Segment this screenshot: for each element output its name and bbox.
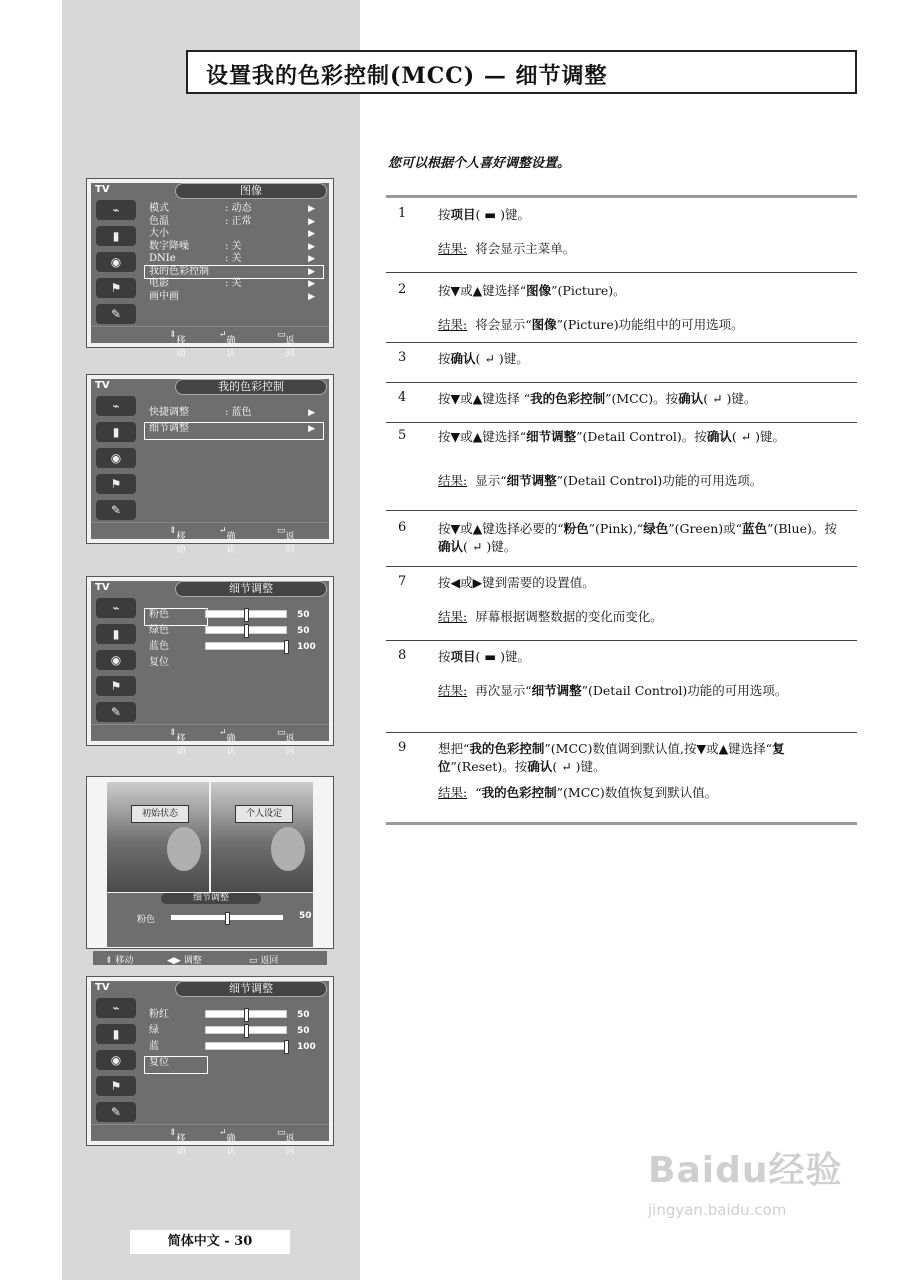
osd-row-label: 蓝色 bbox=[149, 641, 169, 652]
step-number: 7 bbox=[398, 574, 407, 589]
confirm-hint: ↵ 确认 bbox=[219, 728, 236, 757]
osd-row[interactable] bbox=[145, 278, 323, 291]
sound-icon: ◉ bbox=[96, 252, 136, 272]
osd-row-value: : 关 bbox=[225, 253, 242, 264]
sound-icon: ◉ bbox=[96, 448, 136, 468]
osd-slider-row[interactable] bbox=[145, 641, 323, 657]
osd-row-value: : 关 bbox=[225, 240, 242, 252]
tv-label: TV bbox=[95, 982, 110, 993]
divider bbox=[386, 510, 857, 511]
osd-row[interactable] bbox=[145, 228, 323, 241]
osd-slider-row[interactable] bbox=[145, 1041, 323, 1057]
step-item bbox=[386, 520, 857, 564]
step-number: 4 bbox=[398, 390, 407, 405]
osd-row-label: 复位 bbox=[149, 1057, 169, 1068]
step-number: 6 bbox=[398, 520, 407, 535]
osd-icon-column bbox=[93, 200, 139, 332]
osd-footer bbox=[91, 326, 329, 359]
antenna-icon: ⌁ bbox=[96, 200, 136, 220]
osd-row[interactable] bbox=[145, 253, 323, 266]
osd-rows bbox=[145, 609, 323, 673]
tv-label: TV bbox=[95, 582, 110, 593]
osd-footer bbox=[91, 724, 329, 757]
setup-icon: ✎ bbox=[96, 304, 136, 324]
divider bbox=[386, 566, 857, 567]
watermark-brand: Baidu经验 bbox=[648, 1150, 843, 1191]
step-result bbox=[438, 472, 838, 490]
result-text: 将会显示主菜单。 bbox=[475, 241, 576, 256]
osd-row-label: 绿 bbox=[149, 1025, 159, 1036]
back-hint: ▭ 返回 bbox=[249, 956, 279, 966]
result-label: 结果: bbox=[438, 241, 468, 256]
osd-slider-row[interactable] bbox=[145, 1009, 323, 1025]
move-hint: ⇕ 移动 bbox=[169, 1128, 186, 1157]
result-label: 结果: bbox=[438, 609, 468, 624]
before-label: 初始状态 bbox=[131, 805, 189, 823]
step-text: 按确认( ↵ )键。 bbox=[438, 351, 529, 366]
step-number: 3 bbox=[398, 350, 407, 365]
setup-icon: ✎ bbox=[96, 1102, 136, 1122]
chevron-right-icon: ▶ bbox=[308, 291, 315, 302]
step-number: 8 bbox=[398, 648, 407, 663]
osd-header: 图像 bbox=[175, 183, 327, 199]
preview-value: 50 bbox=[299, 911, 312, 921]
osd-slider-row[interactable] bbox=[145, 1057, 207, 1073]
osd-row[interactable] bbox=[145, 241, 323, 254]
channel-icon: ⚑ bbox=[96, 278, 136, 298]
osd-rows bbox=[145, 1009, 323, 1073]
osd-icon-column bbox=[93, 396, 139, 528]
step-result bbox=[438, 682, 838, 700]
channel-icon: ⚑ bbox=[96, 1076, 136, 1096]
slider-value: 50 bbox=[297, 626, 310, 636]
osd-row-label: 我的色彩控制 bbox=[149, 265, 209, 277]
picture-icon: ▮ bbox=[96, 1024, 136, 1044]
osd-header: 我的色彩控制 bbox=[175, 379, 327, 395]
picture-icon: ▮ bbox=[96, 422, 136, 442]
osd-slider-row[interactable] bbox=[145, 657, 323, 673]
osd-icon-column bbox=[93, 598, 139, 730]
osd-picture-menu bbox=[86, 178, 334, 359]
chevron-right-icon: ▶ bbox=[308, 424, 315, 434]
back-hint: ▭ 返回 bbox=[277, 1128, 295, 1157]
step-item bbox=[386, 282, 857, 340]
watermark bbox=[648, 1142, 848, 1252]
divider bbox=[386, 822, 857, 825]
step-number: 1 bbox=[398, 206, 407, 221]
move-hint: ⇕ 移动 bbox=[169, 526, 186, 555]
tv-label: TV bbox=[95, 380, 110, 391]
osd-row-label: 画中画 bbox=[149, 290, 179, 302]
move-hint: ⇕ 移动 bbox=[169, 330, 186, 359]
move-hint: ⇕ 移动 bbox=[105, 956, 134, 966]
slider-track[interactable] bbox=[205, 1010, 287, 1018]
slider-value: 100 bbox=[297, 1042, 316, 1052]
osd-row[interactable] bbox=[145, 203, 323, 216]
result-label: 结果: bbox=[438, 785, 468, 800]
divider bbox=[386, 272, 857, 273]
result-text: 屏幕根据调整数据的变化而变化。 bbox=[475, 609, 663, 624]
confirm-hint: ↵ 确认 bbox=[219, 330, 236, 359]
back-hint: ▭ 返回 bbox=[277, 728, 295, 757]
slider-knob[interactable] bbox=[284, 1040, 289, 1054]
divider bbox=[386, 342, 857, 343]
step-text: 按▼或▲键选择必要的“粉色”(Pink),“绿色”(Green)或“蓝色”(Blue)。按确认( ↵ )键。 bbox=[438, 521, 837, 554]
osd-row-label: 大小 bbox=[149, 228, 169, 239]
setup-icon: ✎ bbox=[96, 702, 136, 722]
osd-row-label: 电影 bbox=[149, 278, 169, 289]
portrait-before bbox=[167, 827, 201, 871]
step-item bbox=[386, 648, 857, 730]
osd-row-label: 复位 bbox=[149, 657, 169, 668]
result-text: 显示“细节调整”(Detail Control)功能的可用选项。 bbox=[475, 473, 763, 488]
slider-value: 50 bbox=[297, 1026, 310, 1036]
osd-row[interactable] bbox=[145, 216, 323, 229]
picture-icon: ▮ bbox=[96, 624, 136, 644]
osd-row-label: 蓝 bbox=[149, 1041, 159, 1052]
divider bbox=[386, 195, 857, 198]
slider-track[interactable] bbox=[205, 1042, 287, 1050]
adjust-hint: ◀▶ 调整 bbox=[167, 956, 202, 966]
chevron-right-icon: ▶ bbox=[308, 254, 315, 264]
page-footer bbox=[130, 1230, 290, 1254]
confirm-hint: ↵ 确认 bbox=[219, 1128, 236, 1157]
osd-row-label: 粉红 bbox=[149, 1009, 169, 1020]
step-text: 按项目( ▬ )键。 bbox=[438, 207, 531, 222]
osd-row-label: 粉色 bbox=[149, 609, 169, 620]
osd-rows bbox=[145, 203, 323, 303]
osd-row-value: : 关 bbox=[225, 278, 242, 289]
slider-track[interactable] bbox=[205, 610, 287, 618]
portrait-after bbox=[271, 827, 305, 871]
step-item bbox=[386, 574, 857, 638]
step-text: 按▼或▲键选择“图像”(Picture)。 bbox=[438, 283, 626, 298]
osd-row[interactable] bbox=[145, 407, 323, 423]
osd-footer bbox=[91, 522, 329, 555]
osd-row-label: DNIe bbox=[149, 253, 176, 264]
divider bbox=[386, 640, 857, 641]
osd-row-value: : 正常 bbox=[225, 215, 252, 227]
picture-icon: ▮ bbox=[96, 226, 136, 246]
chevron-right-icon: ▶ bbox=[308, 204, 315, 214]
step-item bbox=[386, 390, 857, 420]
step-item bbox=[386, 740, 857, 820]
osd-row[interactable] bbox=[145, 423, 323, 439]
chevron-right-icon: ▶ bbox=[308, 241, 315, 252]
channel-icon: ⚑ bbox=[96, 676, 136, 696]
slider-value: 50 bbox=[297, 1010, 310, 1020]
preview-comparison bbox=[86, 776, 334, 966]
slider-knob[interactable] bbox=[284, 640, 289, 654]
slider-track[interactable] bbox=[205, 642, 287, 650]
setup-icon: ✎ bbox=[96, 500, 136, 520]
preview-panel-header: 细节调整 bbox=[161, 893, 261, 904]
watermark-url: jingyan.baidu.com bbox=[648, 1201, 787, 1219]
osd-row-label: 快捷调整 bbox=[149, 407, 189, 418]
osd-slider-row[interactable] bbox=[145, 609, 310, 625]
preview-footer bbox=[93, 951, 327, 965]
preview-item: 粉色 bbox=[137, 915, 156, 925]
sound-icon: ◉ bbox=[96, 650, 136, 670]
slider-value: 50 bbox=[297, 610, 310, 620]
osd-screen bbox=[91, 581, 329, 757]
step-text: 按▼或▲键选择 “我的色彩控制”(MCC)。按确认( ↵ )键。 bbox=[438, 391, 757, 406]
preview-slider-track bbox=[171, 915, 283, 920]
osd-footer bbox=[91, 1124, 329, 1157]
osd-slider-row[interactable] bbox=[145, 625, 323, 641]
preview-panel bbox=[105, 893, 313, 966]
antenna-icon: ⌁ bbox=[96, 998, 136, 1018]
back-hint: ▭ 返回 bbox=[277, 526, 295, 555]
osd-header: 细节调整 bbox=[175, 581, 327, 597]
osd-row-value: : 动态 bbox=[225, 203, 252, 214]
divider bbox=[386, 422, 857, 423]
result-label: 结果: bbox=[438, 683, 468, 698]
step-number: 9 bbox=[398, 740, 407, 755]
chevron-right-icon: ▶ bbox=[308, 216, 315, 227]
osd-mcc-menu bbox=[86, 374, 334, 555]
osd-detail-menu bbox=[86, 576, 334, 757]
step-number: 2 bbox=[398, 282, 407, 297]
after-label: 个人设定 bbox=[235, 805, 293, 823]
osd-screen bbox=[91, 183, 329, 359]
step-text: 想把“我的色彩控制”(MCC)数值调到默认值,按▼或▲键选择“复位”(Reset)。按确认( ↵ )键。 bbox=[438, 741, 785, 774]
chevron-right-icon: ▶ bbox=[308, 279, 315, 289]
divider bbox=[386, 382, 857, 383]
intro-text: 您可以根据个人喜好调整设置。 bbox=[388, 156, 571, 171]
osd-slider-row[interactable] bbox=[145, 1025, 323, 1041]
osd-reset-menu bbox=[86, 976, 334, 1157]
page-title-box bbox=[186, 50, 857, 94]
step-result bbox=[438, 240, 838, 258]
result-text: 将会显示“图像”(Picture)功能组中的可用选项。 bbox=[475, 317, 744, 332]
osd-row-label: 绿色 bbox=[149, 625, 169, 636]
antenna-icon: ⌁ bbox=[96, 396, 136, 416]
slider-knob[interactable] bbox=[244, 608, 249, 622]
channel-icon: ⚑ bbox=[96, 474, 136, 494]
page-number: 简体中文 - 30 bbox=[167, 1234, 253, 1249]
osd-row-label: 模式 bbox=[149, 203, 169, 214]
osd-row-value: : 蓝色 bbox=[225, 407, 252, 418]
page-title: 设置我的色彩控制(MCC) — 细节调整 bbox=[206, 63, 608, 89]
step-text: 按◀或▶键到需要的设置值。 bbox=[438, 575, 595, 590]
antenna-icon: ⌁ bbox=[96, 598, 136, 618]
osd-icon-column bbox=[93, 998, 139, 1130]
slider-knob[interactable] bbox=[244, 1008, 249, 1022]
osd-screen bbox=[91, 379, 329, 555]
osd-header: 细节调整 bbox=[175, 981, 327, 997]
preview-slider-knob bbox=[225, 912, 230, 925]
step-text: 按项目( ▬ )键。 bbox=[438, 649, 531, 664]
divider bbox=[386, 732, 857, 733]
sound-icon: ◉ bbox=[96, 1050, 136, 1070]
step-item bbox=[386, 206, 857, 270]
osd-row-label: 数字降噪 bbox=[149, 240, 189, 252]
step-item bbox=[386, 428, 857, 508]
osd-row-label: 色温 bbox=[149, 215, 169, 227]
step-item bbox=[386, 350, 857, 380]
chevron-right-icon: ▶ bbox=[308, 229, 315, 239]
slider-value: 100 bbox=[297, 642, 316, 652]
slider-knob[interactable] bbox=[244, 1024, 249, 1038]
osd-screen bbox=[91, 981, 329, 1157]
slider-knob[interactable] bbox=[244, 624, 249, 638]
result-label: 结果: bbox=[438, 317, 468, 332]
step-result bbox=[438, 316, 838, 334]
back-hint: ▭ 返回 bbox=[277, 330, 295, 359]
result-text: 再次显示“细节调整”(Detail Control)功能的可用选项。 bbox=[475, 683, 788, 698]
result-text: “我的色彩控制”(MCC)数值恢复到默认值。 bbox=[475, 785, 718, 800]
step-result bbox=[438, 608, 838, 626]
confirm-hint: ↵ 确认 bbox=[219, 526, 236, 555]
step-text: 按▼或▲键选择“细节调整”(Detail Control)。按确认( ↵ )键。 bbox=[438, 429, 786, 444]
chevron-right-icon: ▶ bbox=[308, 408, 315, 418]
osd-row[interactable] bbox=[145, 291, 323, 304]
move-hint: ⇕ 移动 bbox=[169, 728, 186, 757]
result-label: 结果: bbox=[438, 473, 468, 488]
osd-row[interactable] bbox=[145, 266, 323, 279]
osd-row-label: 细节调整 bbox=[149, 423, 189, 434]
step-result bbox=[438, 784, 838, 802]
chevron-right-icon: ▶ bbox=[308, 266, 315, 277]
slider-track[interactable] bbox=[205, 1026, 287, 1034]
step-number: 5 bbox=[398, 428, 407, 443]
slider-track[interactable] bbox=[205, 626, 287, 634]
tv-label: TV bbox=[95, 184, 110, 195]
osd-rows bbox=[145, 407, 323, 439]
